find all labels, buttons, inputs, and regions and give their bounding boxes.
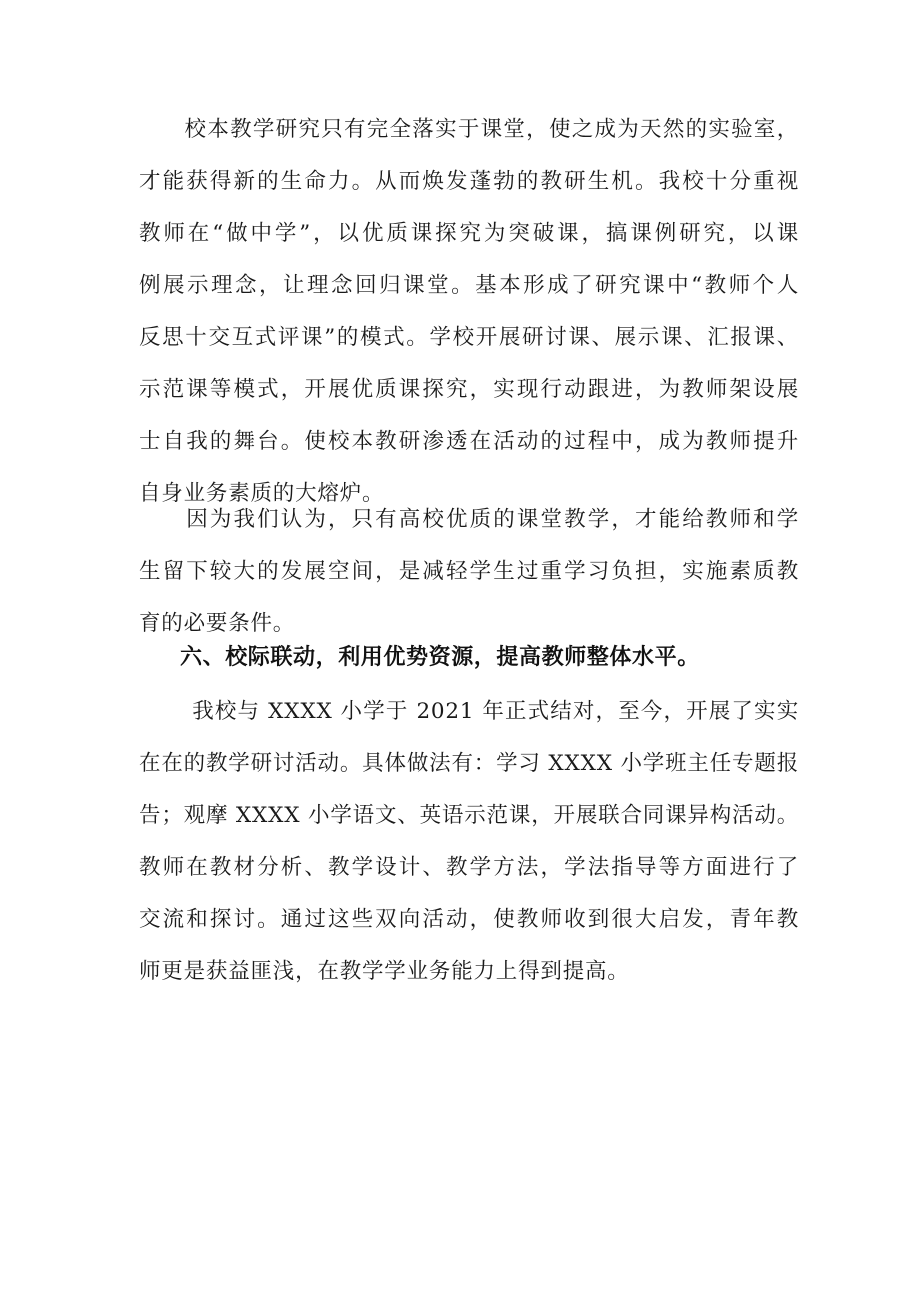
paragraph-line: 告；观摩 XXXX 小学语文、英语示范课，开展联合同课异构活动。 (139, 803, 799, 828)
paragraph-1 (139, 104, 799, 520)
paragraph-line: 士自我的舞台。使校本教研渗透在活动的过程中，成为教师提升 (139, 429, 799, 454)
paragraph-line: 反思十交互式评课”的模式。学校开展研讨课、展示课、汇报课、 (139, 325, 799, 350)
paragraph-line: 教师在教材分析、教学设计、教学方法，学法指导等方面进行了 (139, 855, 799, 880)
paragraph-line: 在在的教学研讨活动。具体做法有：学习 XXXX 小学班主任专题报 (139, 751, 799, 776)
paragraph-line: 自身业务素质的大熔炉。 (139, 481, 385, 506)
paragraph-line: 交流和探讨。通过这些双向活动，使教师收到很大启发，青年教 (139, 907, 799, 932)
paragraph-3 (139, 686, 799, 998)
section-heading: 六、校际联动，利用优势资源，提高教师整体水平。 (180, 645, 700, 670)
paragraph-line: 我校与 XXXX 小学于 2021 年正式结对，至今，开展了实实 (139, 699, 799, 724)
paragraph-line: 校本教学研究只有完全落实于课堂，使之成为天然的实验室， (139, 117, 799, 142)
paragraph-2 (139, 494, 799, 650)
paragraph-line: 师更是获益匪浅，在教学学业务能力上得到提高。 (139, 959, 630, 984)
paragraph-line: 例展示理念，让理念回归课堂。基本形成了研究课中“教师个人 (139, 273, 799, 298)
paragraph-line: 因为我们认为，只有高校优质的课堂教学，才能给教师和学 (139, 507, 799, 532)
paragraph-line: 教师在“做中学”，以优质课探究为突破课，搞课例研究，以课 (139, 221, 799, 246)
paragraph-line: 才能获得新的生命力。从而焕发蓬勃的教研生机。我校十分重视 (139, 169, 799, 194)
paragraph-line: 育的必要条件。 (139, 611, 296, 636)
paragraph-line: 示范课等模式，开展优质课探究，实现行动跟进，为教师架设展 (139, 377, 799, 402)
paragraph-line: 生留下较大的发展空间，是减轻学生过重学习负担，实施素质教 (139, 559, 799, 584)
